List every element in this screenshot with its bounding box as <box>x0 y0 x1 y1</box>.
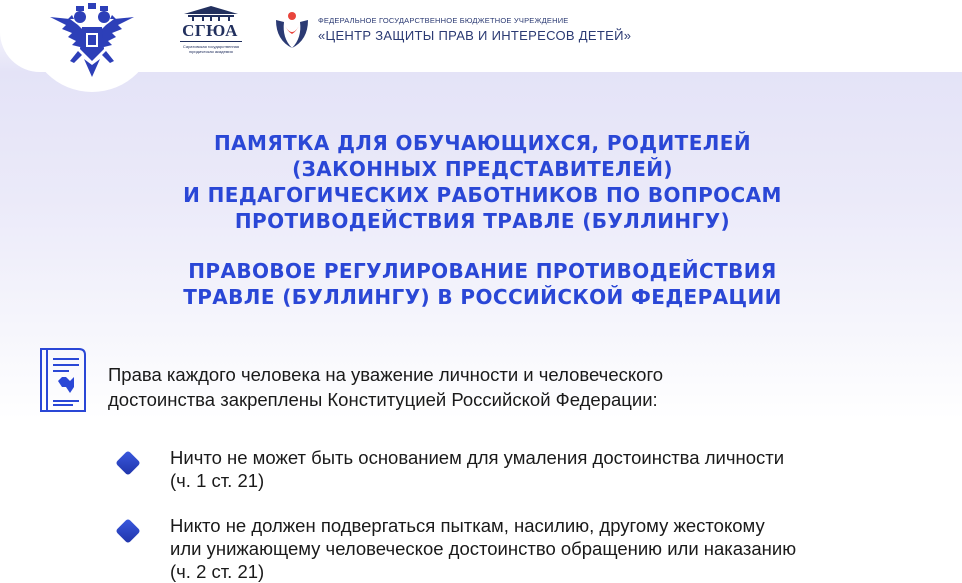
title-line: И ПЕДАГОГИЧЕСКИХ РАБОТНИКОВ ПО ВОПРОСАМ <box>183 183 782 207</box>
list-item <box>170 514 890 583</box>
list-item <box>170 446 890 492</box>
diamond-bullet-icon <box>113 448 143 478</box>
intro-line: достоинства закреплены Конституцией Российской Федерации: <box>108 389 658 410</box>
double-headed-eagle-icon <box>42 3 142 85</box>
title-line: (ЗАКОННЫХ ПРЕДСТАВИТЕЛЕЙ) <box>292 157 673 181</box>
title-line: ПРОТИВОДЕЙСТВИЯ ТРАВЛЕ (БУЛЛИНГУ) <box>234 209 731 233</box>
intro-paragraph <box>108 362 808 412</box>
sgua-logo <box>176 5 246 65</box>
page-title <box>60 130 905 234</box>
list-item-line: или унижающему человеческое достоинство обращению или наказанию <box>170 538 797 559</box>
center-org-type: ФЕДЕРАЛЬНОЕ ГОСУДАРСТВЕННОЕ БЮДЖЕТНОЕ УЧРЕЖДЕНИЕ <box>318 16 569 25</box>
sgua-full-name: Саратовская государственная юридическая академия <box>182 44 240 54</box>
emblem-badge <box>28 0 156 92</box>
sgua-divider <box>180 41 242 42</box>
center-name: «ЦЕНТР ЗАЩИТЫ ПРАВ И ИНТЕРЕСОВ ДЕТЕЙ» <box>318 28 632 43</box>
child-rights-center-logo-icon <box>272 10 312 50</box>
list-item-line: (ч. 2 ст. 21) <box>170 561 265 582</box>
subtitle-line: ТРАВЛЕ (БУЛЛИНГУ) В РОССИЙСКОЙ ФЕДЕРАЦИИ <box>183 285 782 309</box>
section-heading <box>60 258 905 310</box>
sgua-abbreviation: СГЮА <box>182 21 238 40</box>
constitution-document-icon <box>37 347 89 415</box>
list-item-line: Ничто не может быть основанием для умаления достоинства личности <box>170 447 785 468</box>
intro-line: Права каждого человека на уважение личности и человеческого <box>108 364 664 385</box>
subtitle-line: ПРАВОВОЕ РЕГУЛИРОВАНИЕ ПРОТИВОДЕЙСТВИЯ <box>188 259 777 283</box>
title-line: ПАМЯТКА ДЛЯ ОБУЧАЮЩИХСЯ, РОДИТЕЛЕЙ <box>214 131 751 155</box>
diamond-bullet-icon <box>113 516 143 546</box>
list-item-line: Никто не должен подвергаться пыткам, насилию, другому жестокому <box>170 515 765 536</box>
academy-building-icon <box>180 5 242 21</box>
list-item-line: (ч. 1 ст. 21) <box>170 470 265 491</box>
